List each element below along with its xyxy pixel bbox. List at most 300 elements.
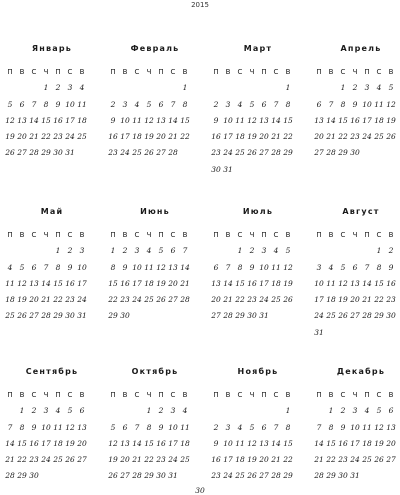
weekday-label: С: [273, 68, 279, 76]
day-cell: 24: [77, 295, 87, 305]
day-cell: 22: [144, 455, 154, 465]
month-days-grid: [4, 388, 100, 486]
day-cell: 19: [5, 132, 15, 142]
week-row: [313, 98, 400, 114]
day-cell: 23: [386, 295, 396, 305]
day-cell: 13: [259, 115, 269, 125]
week-row: [210, 421, 306, 437]
weekday-label: С: [134, 68, 140, 76]
day-cell: 26: [17, 311, 27, 321]
day-cell: 17: [77, 278, 87, 288]
day-cell: 3: [43, 406, 49, 416]
month-8: [313, 207, 400, 337]
weekday-header: [4, 228, 100, 244]
day-cell: 20: [259, 455, 269, 465]
weekday-label: В: [225, 68, 231, 76]
week-row: [4, 309, 100, 325]
day-cell: 31: [259, 311, 269, 321]
day-cell: 17: [350, 438, 360, 448]
weekday-label: Ч: [352, 391, 358, 399]
day-cell: [4, 244, 16, 260]
month-days-grid: [313, 65, 400, 163]
day-cell: 1: [146, 406, 152, 416]
day-cell: 3: [261, 246, 267, 256]
month-10: [107, 367, 203, 481]
weekday-header: [4, 65, 100, 81]
day-cell: 17: [314, 295, 324, 305]
day-cell: 11: [326, 278, 336, 288]
weekday-label: В: [79, 231, 85, 239]
day-cell: 30: [29, 471, 39, 481]
weekday-label: П: [316, 68, 322, 76]
week-row: [313, 81, 400, 97]
day-cell: 7: [170, 99, 176, 109]
week-row: [210, 261, 306, 277]
day-cell: 18: [180, 438, 190, 448]
day-cell: 20: [29, 295, 39, 305]
day-cell: 24: [168, 455, 178, 465]
day-cell: 25: [132, 148, 142, 158]
day-cell: [234, 404, 246, 420]
day-cell: 18: [5, 295, 15, 305]
day-cell: [131, 309, 143, 325]
day-cell: 30: [338, 471, 348, 481]
day-cell: [270, 81, 282, 97]
day-cell: 28: [29, 148, 39, 158]
day-cell: [167, 81, 179, 97]
day-cell: [349, 326, 361, 342]
day-cell: 19: [374, 438, 384, 448]
day-cell: 2: [158, 406, 164, 416]
month-days-grid: [313, 228, 400, 342]
day-cell: [40, 469, 52, 485]
weekday-label: Ч: [249, 231, 255, 239]
day-cell: 27: [350, 311, 360, 321]
day-cell: 29: [374, 311, 384, 321]
day-cell: [179, 146, 191, 162]
day-cell: 3: [67, 83, 73, 93]
day-cell: [131, 404, 143, 420]
day-cell: 26: [247, 471, 257, 481]
day-cell: 10: [41, 422, 51, 432]
week-row: [210, 130, 306, 146]
weekday-label: В: [19, 68, 25, 76]
weekday-label: Ч: [43, 231, 49, 239]
weekday-header: [313, 65, 400, 81]
day-cell: 30: [247, 311, 257, 321]
day-cell: 21: [362, 295, 372, 305]
weekday-label: П: [110, 391, 116, 399]
day-cell: 11: [53, 422, 63, 432]
month-4: [313, 44, 400, 158]
weekday-label: С: [31, 391, 37, 399]
weekday-label: Ч: [146, 391, 152, 399]
day-cell: 26: [156, 295, 166, 305]
weekday-label: В: [182, 391, 188, 399]
month-days-grid: [313, 388, 400, 486]
day-cell: 30: [386, 311, 396, 321]
weekday-label: П: [261, 231, 267, 239]
weekday-label: П: [364, 231, 370, 239]
week-row: [210, 146, 306, 162]
week-row: [107, 404, 203, 420]
day-cell: 4: [79, 83, 85, 93]
weekday-label: С: [376, 68, 382, 76]
day-cell: 29: [17, 471, 27, 481]
day-cell: 5: [340, 262, 346, 272]
month-title: Декабрь: [336, 367, 386, 376]
day-cell: 14: [168, 115, 178, 125]
month-days-grid: [210, 388, 306, 486]
weekday-label: П: [110, 68, 116, 76]
weekday-label: Ч: [43, 68, 49, 76]
weekday-header: [313, 388, 400, 404]
day-cell: 24: [350, 455, 360, 465]
weekday-label: С: [31, 68, 37, 76]
day-cell: 5: [7, 99, 13, 109]
day-cell: 18: [77, 115, 87, 125]
day-cell: 28: [314, 471, 324, 481]
weekday-label: П: [261, 391, 267, 399]
day-cell: [282, 163, 294, 179]
day-cell: 12: [247, 438, 257, 448]
week-row: [107, 437, 203, 453]
day-cell: 16: [156, 438, 166, 448]
day-cell: 25: [53, 455, 63, 465]
day-cell: 19: [144, 132, 154, 142]
day-cell: 18: [235, 455, 245, 465]
day-cell: [246, 81, 258, 97]
week-row: [107, 114, 203, 130]
day-cell: 9: [249, 262, 255, 272]
day-cell: [167, 309, 179, 325]
weekday-label: В: [328, 231, 334, 239]
day-cell: 4: [182, 406, 188, 416]
day-cell: 24: [223, 148, 233, 158]
day-cell: 11: [144, 262, 154, 272]
weekday-label: В: [285, 391, 291, 399]
week-row: [107, 81, 203, 97]
day-cell: 21: [29, 132, 39, 142]
weekday-label: В: [19, 391, 25, 399]
day-cell: 26: [374, 455, 384, 465]
day-cell: 24: [132, 295, 142, 305]
weekday-label: В: [79, 391, 85, 399]
day-cell: 15: [17, 438, 27, 448]
day-cell: 27: [120, 471, 130, 481]
day-cell: 9: [388, 262, 394, 272]
day-cell: [234, 163, 246, 179]
weekday-label: В: [388, 391, 394, 399]
weekday-label: С: [273, 231, 279, 239]
day-cell: 12: [386, 99, 396, 109]
day-cell: [325, 81, 337, 97]
month-title: Август: [342, 207, 380, 216]
week-row: [313, 293, 400, 309]
day-cell: 5: [19, 262, 25, 272]
day-cell: 4: [328, 262, 334, 272]
week-row: [107, 261, 203, 277]
weekday-label: Ч: [146, 68, 152, 76]
day-cell: [210, 404, 222, 420]
day-cell: 9: [158, 422, 164, 432]
day-cell: 3: [364, 83, 370, 93]
week-row: [210, 114, 306, 130]
day-cell: 30: [65, 311, 75, 321]
month-title: Сентябрь: [25, 367, 79, 376]
month-title: Ноябрь: [237, 367, 279, 376]
weekday-label: С: [237, 68, 243, 76]
day-cell: 8: [340, 99, 346, 109]
day-cell: 13: [77, 422, 87, 432]
day-cell: 23: [53, 132, 63, 142]
day-cell: 20: [17, 132, 27, 142]
day-cell: [337, 326, 349, 342]
day-cell: 27: [17, 148, 27, 158]
day-cell: 6: [316, 99, 322, 109]
day-cell: 24: [41, 455, 51, 465]
day-cell: 5: [249, 422, 255, 432]
day-cell: 21: [41, 295, 51, 305]
day-cell: 10: [350, 422, 360, 432]
day-cell: 11: [271, 262, 281, 272]
day-cell: 13: [29, 278, 39, 288]
weekday-header: [4, 388, 100, 404]
day-cell: 12: [65, 422, 75, 432]
week-row: [4, 293, 100, 309]
week-row: [210, 163, 306, 179]
weekday-label: С: [170, 231, 176, 239]
day-cell: 1: [340, 83, 346, 93]
day-cell: 1: [328, 406, 334, 416]
day-cell: 13: [314, 115, 324, 125]
day-cell: 12: [5, 115, 15, 125]
month-title: Январь: [31, 44, 73, 53]
day-cell: [76, 146, 88, 162]
day-cell: 14: [223, 278, 233, 288]
day-cell: 21: [314, 455, 324, 465]
day-cell: 14: [271, 115, 281, 125]
week-row: [107, 277, 203, 293]
day-cell: 20: [168, 278, 178, 288]
day-cell: 25: [5, 311, 15, 321]
day-cell: 3: [316, 262, 322, 272]
day-cell: [16, 244, 28, 260]
day-cell: 31: [168, 471, 178, 481]
day-cell: 15: [144, 438, 154, 448]
day-cell: 29: [108, 311, 118, 321]
day-cell: 20: [156, 132, 166, 142]
day-cell: 7: [134, 422, 140, 432]
weekday-label: П: [213, 68, 219, 76]
week-row: [4, 130, 100, 146]
week-row: [210, 81, 306, 97]
day-cell: 15: [108, 278, 118, 288]
day-cell: 3: [225, 99, 231, 109]
day-cell: 19: [386, 115, 396, 125]
weekday-label: В: [19, 231, 25, 239]
day-cell: 22: [180, 132, 190, 142]
week-row: [313, 453, 400, 469]
week-row: [313, 244, 400, 260]
weekday-header: [210, 65, 306, 81]
day-cell: 16: [211, 132, 221, 142]
weekday-label: С: [340, 231, 346, 239]
day-cell: 18: [362, 438, 372, 448]
day-cell: 4: [134, 99, 140, 109]
day-cell: 14: [314, 438, 324, 448]
weekday-label: С: [237, 391, 243, 399]
weekday-label: П: [7, 68, 13, 76]
week-row: [210, 404, 306, 420]
day-cell: 4: [376, 83, 382, 93]
week-row: [313, 421, 400, 437]
day-cell: 23: [211, 471, 221, 481]
day-cell: 9: [352, 99, 358, 109]
day-cell: [155, 309, 167, 325]
day-cell: 2: [110, 99, 116, 109]
day-cell: [246, 163, 258, 179]
week-row: [107, 293, 203, 309]
day-cell: 28: [5, 471, 15, 481]
day-cell: [313, 244, 325, 260]
day-cell: 24: [314, 311, 324, 321]
day-cell: 16: [211, 455, 221, 465]
day-cell: 12: [17, 278, 27, 288]
day-cell: 18: [132, 132, 142, 142]
weekday-label: С: [376, 391, 382, 399]
day-cell: [349, 244, 361, 260]
day-cell: 1: [110, 246, 116, 256]
day-cell: [16, 81, 28, 97]
day-cell: 5: [158, 246, 164, 256]
day-cell: 18: [235, 132, 245, 142]
week-row: [4, 421, 100, 437]
day-cell: [373, 469, 385, 485]
day-cell: 17: [259, 278, 269, 288]
weekday-label: С: [67, 231, 73, 239]
day-cell: 9: [55, 99, 61, 109]
day-cell: 5: [146, 99, 152, 109]
day-cell: 8: [285, 422, 291, 432]
weekday-header: [210, 388, 306, 404]
day-cell: 19: [247, 132, 257, 142]
day-cell: 8: [55, 262, 61, 272]
day-cell: [361, 146, 373, 162]
day-cell: 19: [65, 438, 75, 448]
day-cell: [222, 81, 234, 97]
day-cell: 19: [283, 278, 293, 288]
day-cell: 17: [223, 455, 233, 465]
weekday-label: В: [328, 68, 334, 76]
day-cell: 19: [17, 295, 27, 305]
day-cell: 27: [29, 311, 39, 321]
week-row: [4, 453, 100, 469]
day-cell: 10: [259, 262, 269, 272]
day-cell: 28: [326, 148, 336, 158]
day-cell: 23: [247, 295, 257, 305]
month-9: [4, 367, 100, 481]
weekday-label: С: [170, 68, 176, 76]
day-cell: 20: [386, 438, 396, 448]
day-cell: 29: [326, 471, 336, 481]
week-row: [313, 114, 400, 130]
day-cell: 21: [326, 132, 336, 142]
day-cell: 1: [285, 83, 291, 93]
month-title: Май: [40, 207, 64, 216]
month-days-grid: [4, 228, 100, 326]
day-cell: [107, 81, 119, 97]
weekday-label: С: [340, 68, 346, 76]
day-cell: 11: [77, 99, 87, 109]
weekday-header: [107, 65, 203, 81]
day-cell: 20: [314, 132, 324, 142]
weekday-header: [107, 388, 203, 404]
month-5: [4, 207, 100, 321]
day-cell: 31: [350, 471, 360, 481]
month-title: Апрель: [340, 44, 382, 53]
day-cell: 16: [338, 438, 348, 448]
day-cell: 25: [235, 148, 245, 158]
day-cell: [179, 469, 191, 485]
day-cell: 27: [156, 148, 166, 158]
day-cell: 14: [180, 262, 190, 272]
day-cell: 5: [249, 99, 255, 109]
weekday-label: Ч: [43, 391, 49, 399]
day-cell: 14: [41, 278, 51, 288]
weekday-label: В: [122, 391, 128, 399]
weekday-label: П: [158, 231, 164, 239]
day-cell: 2: [352, 83, 358, 93]
day-cell: 6: [122, 422, 128, 432]
day-cell: 11: [132, 115, 142, 125]
week-row: [107, 146, 203, 162]
weekday-label: В: [328, 391, 334, 399]
day-cell: 11: [235, 115, 245, 125]
day-cell: 9: [340, 422, 346, 432]
weekday-label: В: [388, 68, 394, 76]
week-row: [210, 98, 306, 114]
day-cell: [222, 404, 234, 420]
day-cell: [64, 469, 76, 485]
day-cell: 10: [168, 422, 178, 432]
day-cell: 9: [31, 422, 37, 432]
day-cell: 4: [7, 262, 13, 272]
day-cell: 7: [364, 262, 370, 272]
day-cell: 26: [65, 455, 75, 465]
day-cell: [234, 81, 246, 97]
month-days-grid: [210, 228, 306, 326]
month-3: [210, 44, 306, 174]
day-cell: 29: [235, 311, 245, 321]
day-cell: 19: [156, 278, 166, 288]
day-cell: 23: [108, 148, 118, 158]
day-cell: [155, 81, 167, 97]
day-cell: 17: [132, 278, 142, 288]
day-cell: 25: [77, 132, 87, 142]
month-days-grid: [107, 388, 203, 486]
day-cell: 17: [168, 438, 178, 448]
weekday-label: В: [79, 68, 85, 76]
day-cell: 11: [374, 99, 384, 109]
day-cell: 29: [41, 148, 51, 158]
day-cell: 24: [120, 148, 130, 158]
day-cell: 28: [132, 471, 142, 481]
day-cell: 7: [316, 422, 322, 432]
day-cell: 23: [338, 455, 348, 465]
day-cell: 23: [65, 295, 75, 305]
day-cell: 21: [168, 132, 178, 142]
